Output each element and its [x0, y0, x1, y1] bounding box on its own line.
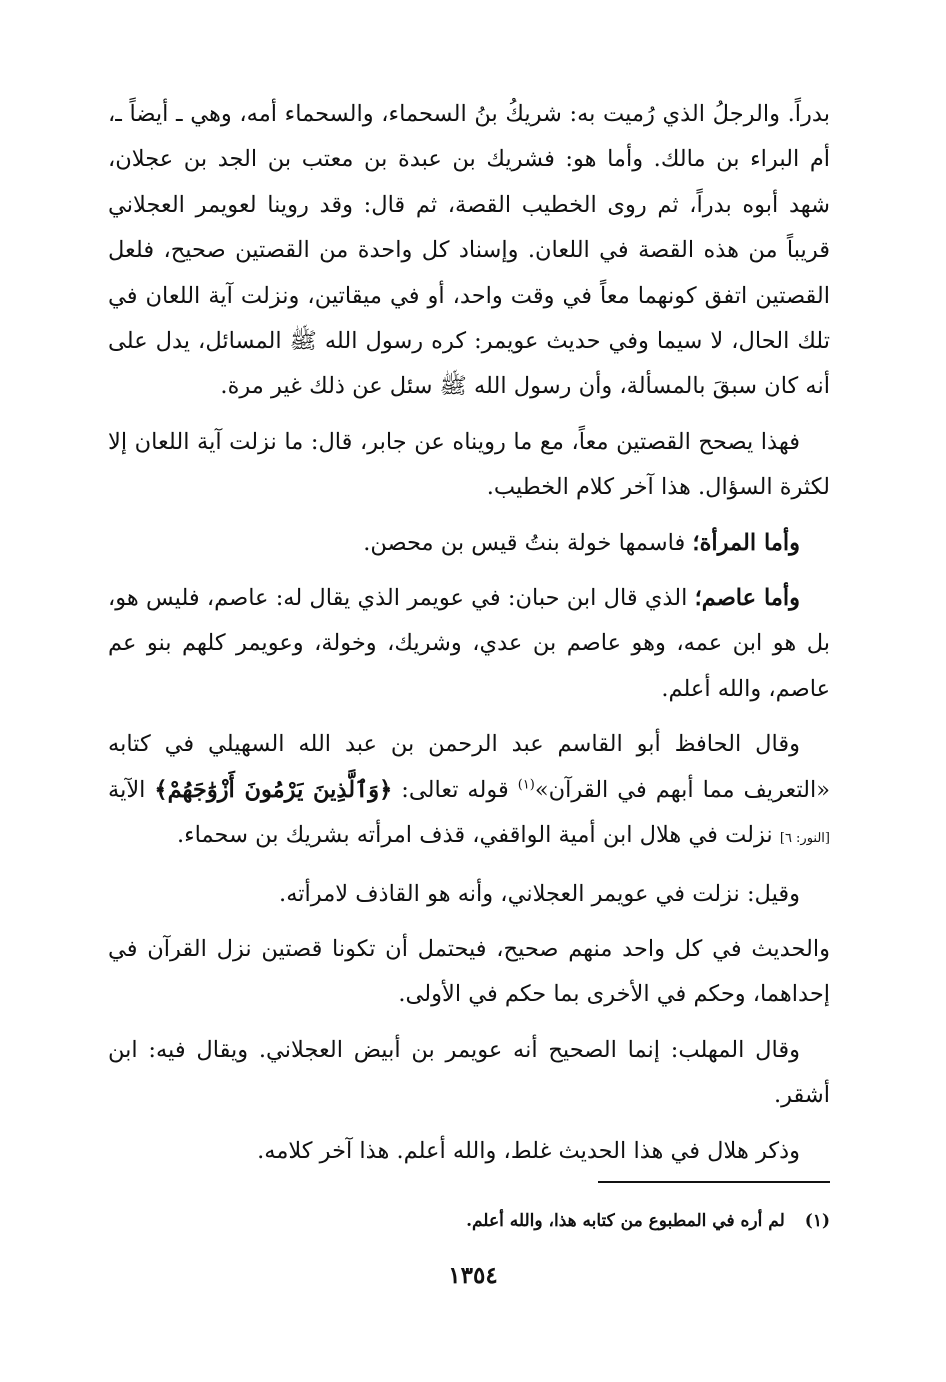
page-number: ١٣٥٤	[448, 1262, 498, 1289]
paragraph-hilal	[108, 1129, 830, 1174]
footnote-marker[interactable]: (١)	[517, 777, 535, 793]
paragraph-asim	[108, 576, 830, 712]
verse-reference: [النور: ٦]	[779, 831, 830, 847]
paragraph-shareek	[108, 92, 830, 410]
paragraph-text: بدراً. والرجلُ الذي رُميت به: شريكُ بنُ السحماء، والسحماء أمه، وهي ـ أيضاً ـ، أم البراء بن مالك. وأما هو: فشريك بن عبدة بن معتب بن الجد بن عجلان، شهد أبوه بدراً، ثم روى الخطيب القصة، ثم قال: وقد روينا لعويمر العجلاني قريباً من هذه القصة في اللعان. وإسناد كل واحدة من القصتين صحيح، فلعل القصتين اتفق كونهما معاً في وقت واحد، أو في ميقاتين، ونزلت آية اللعان في تلك الحال، لا سيما وفي حديث عويمر: كره رسول الله ﷺ المسائل، يدل على أنه كان سبقَ بالمسألة، وأن رسول الله ﷺ سئل عن ذلك غير مرة.	[108, 101, 830, 400]
paragraph-lead: وأما عاصم؛	[694, 585, 800, 612]
suhayli-text-middle: قوله تعالى:	[392, 776, 518, 803]
footnote	[300, 1206, 830, 1236]
quran-verse: ﴿وَٱلَّذِينَ يَرْمُونَ أَزْوَٰجَهُمْ﴾	[154, 776, 393, 803]
paragraph-text: الذي قال ابن حبان: في عويمر الذي يقال له: عاصم، فليس هو، بل هو ابن عمه، وهو عاصم بن عدي، وشريك، وخولة، وعويمر كلهم بنو عم عاصم، والله أعلم.	[108, 585, 830, 702]
paragraph-text: فهذا يصحح القصتين معاً، مع ما رويناه عن جابر، قال: ما نزلت آية اللعان إلا لكثرة السؤال. هذا آخر كلام الخطيب.	[108, 428, 830, 501]
paragraph-lead: وأما المرأة؛	[692, 529, 800, 556]
footnote-number: (١)	[804, 1211, 830, 1231]
suhayli-text-ayah: الآية	[108, 776, 155, 803]
paragraph-muhallab	[108, 1028, 830, 1119]
paragraph-text: والحديث في كل واحد منهم صحيح، فيحتمل أن تكونا قصتين نزل القرآن في إحداهما، وحكم في الأخرى بما حكم في الأولى.	[108, 935, 830, 1008]
suhayli-text-before: وقال الحافظ أبو القاسم عبد الرحمن بن عبد الله السهيلي في كتابه «التعريف مما أبهم في القرآن»	[108, 731, 830, 803]
paragraph-text: فاسمها خولة بنتُ قيس بن محصن.	[363, 529, 693, 556]
paragraph-text: وقيل: نزلت في عويمر العجلاني، وأنه هو القاذف لامرأته.	[279, 880, 800, 907]
page-body	[108, 92, 830, 1174]
paragraph-jabir	[108, 420, 830, 511]
paragraph-suhayli	[108, 722, 830, 861]
paragraph-qila	[108, 872, 830, 917]
footnote-divider	[598, 1181, 830, 1183]
paragraph-text: وذكر هلال في هذا الحديث غلط، والله أعلم. هذا آخر كلامه.	[257, 1137, 800, 1164]
paragraph-text: وقال المهلب: إنما الصحيح أنه عويمر بن أبيض العجلاني. ويقال فيه: ابن أشقر.	[108, 1036, 830, 1109]
footnote-text: لم أره في المطبوع من كتابه هذا، والله أعلم.	[466, 1211, 785, 1231]
paragraph-woman	[108, 521, 830, 566]
suhayli-text-after: نزلت في هلال ابن أمية الواقفي، قذف امرأته بشريك بن سحماء.	[176, 822, 780, 849]
paragraph-hadith	[108, 927, 830, 1018]
